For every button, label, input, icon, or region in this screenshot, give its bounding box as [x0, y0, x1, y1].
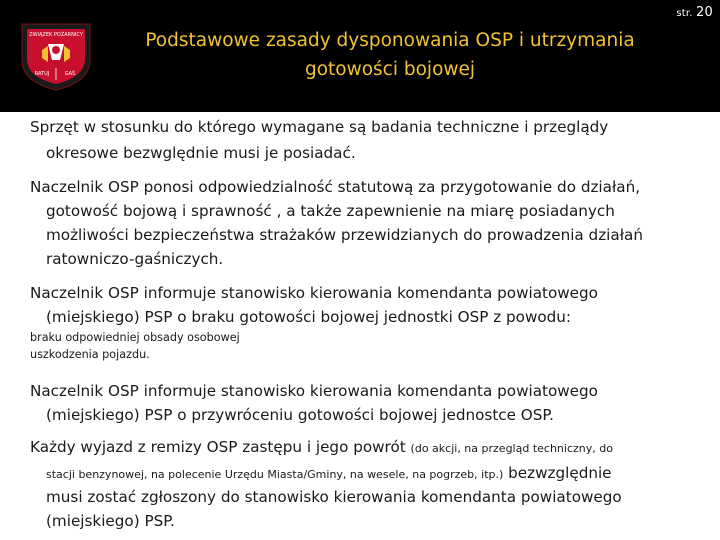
page-number-value: 20	[696, 5, 713, 20]
paragraph-line: okresowe bezwględnie musi je posiadać.	[46, 144, 356, 162]
osp-emblem-logo	[18, 20, 94, 92]
paragraph-line: Naczelnik OSP informuje stanowisko kierowania komendanta powiatowego	[30, 284, 598, 302]
paragraph-line: ratowniczo-gaśniczych.	[46, 250, 224, 268]
svg-text:RATUJ: RATUJ	[34, 71, 50, 77]
paragraph-line: Każdy wyjazd z remizy OSP zastępu i jego powrót (do akcji, na przegląd techniczny, do	[30, 438, 613, 456]
inline-note: stacji benzynowej, na polecenie Urzędu Miasta/Gminy, na wesele, na pogrzeb, itp.)	[46, 468, 504, 481]
paragraph-line: musi zostać zgłoszony do stanowisko kierowania komendanta powiatowego	[46, 488, 622, 506]
slide-header	[0, 0, 720, 112]
paragraph-line: (miejskiego) PSP.	[46, 512, 175, 530]
sub-list-item: braku odpowiedniej obsady osobowej	[30, 331, 240, 344]
svg-text:GAŚ: GAŚ	[64, 71, 76, 77]
sub-list-item: uszkodzenia pojazdu.	[30, 348, 150, 361]
paragraph-line: możliwości bezpieczeństwa strażaków przewidzianych do prowadzenia działań	[46, 226, 643, 244]
inline-note: (do akcji, na przegląd techniczny, do	[410, 442, 613, 455]
slide-title-line-1: Podstawowe zasady dysponowania OSP i utrzymania	[145, 30, 635, 51]
slide-title-line-2: gotowości bojowej	[304, 59, 476, 80]
page-number	[676, 5, 713, 20]
paragraph-line: (miejskiego) PSP o przywróceniu gotowości bojowej jednostce OSP.	[46, 406, 555, 424]
paragraph-line: Naczelnik OSP ponosi odpowiedzialność statutową za przygotowanie do działań,	[30, 178, 641, 196]
slide-title	[100, 26, 680, 84]
paragraph-line: Naczelnik OSP informuje stanowisko kierowania komendanta powiatowego	[30, 382, 598, 400]
paragraph-line: stacji benzynowej, na polecenie Urzędu Miasta/Gminy, na wesele, na pogrzeb, itp.) bezwzględnie	[46, 464, 612, 482]
page-number-label: str.	[676, 8, 693, 19]
paragraph-line: Sprzęt w stosunku do którego wymagane są badania techniczne i przeglądy	[30, 118, 609, 136]
paragraph-line: gotowość bojową i sprawność , a także zapewnienie na miarę posiadanych	[46, 202, 615, 220]
paragraph-line: (miejskiego) PSP o braku gotowości bojowej jednostki OSP z powodu:	[46, 308, 572, 326]
svg-text:ZWIĄZEK POŻARNICY: ZWIĄZEK POŻARNICY	[29, 32, 83, 38]
